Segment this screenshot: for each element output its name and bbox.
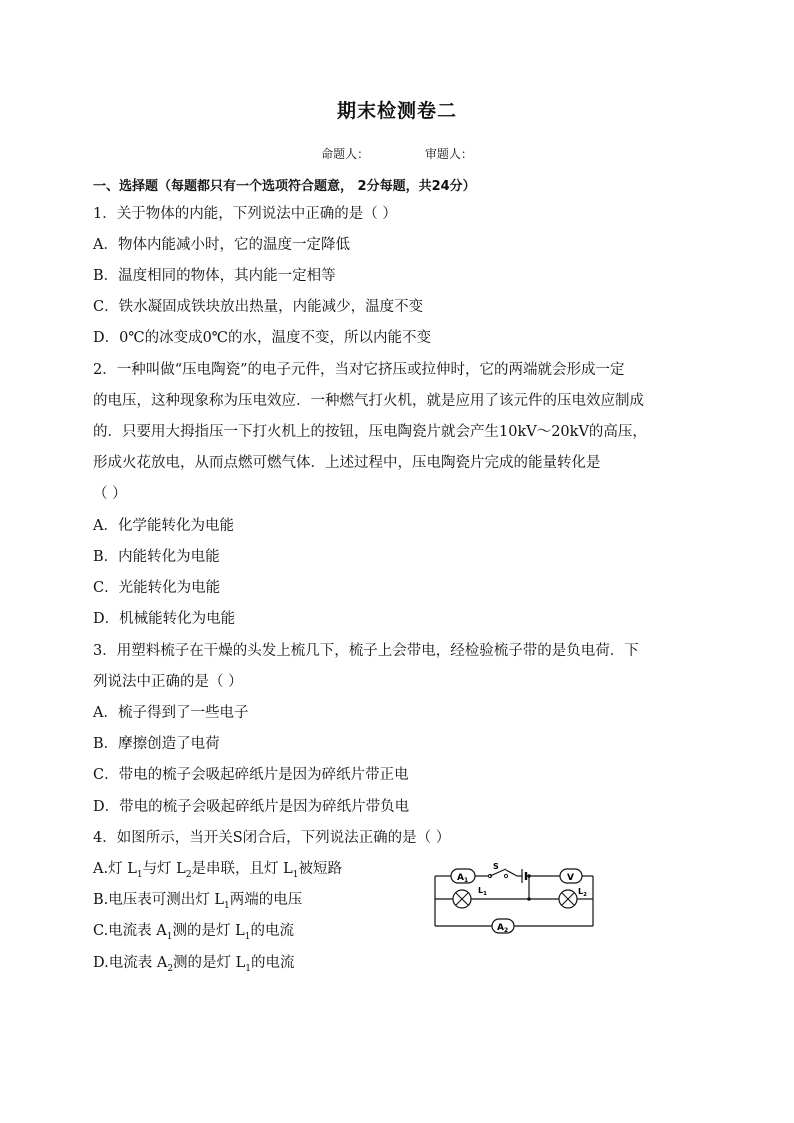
- question-2-option-c: C．光能转化为电能: [93, 580, 221, 596]
- question-3-option-b: B．摩擦创造了电荷: [93, 736, 220, 752]
- reviewer-label: 审题人：: [424, 147, 473, 161]
- question-4-option-b: B.电压表可测出灯 $L_1$两端的电压: [93, 892, 303, 911]
- question-1-option-c: C．铁水凝固成铁块放出热量，内能减少，温度不变: [93, 299, 424, 315]
- question-2-stem-line: 2．一种叫做“压电陶瓷”的电子元件，当对它挤压或拉伸时，它的两端就会形成一定: [93, 362, 625, 378]
- authors-line: [0, 145, 794, 162]
- question-2-stem-line: 的．只要用大拇指压一下打火机上的按钮，压电陶瓷片就会产生10kV～20kV的高压，: [93, 424, 647, 440]
- svg-text:A1: $A_1$: [457, 873, 469, 884]
- question-2-stem-line: 形成火花放电，从而点燃可燃气体．上述过程中，压电陶瓷片完成的能量转化是: [93, 455, 601, 471]
- lamp-l2-icon: [559, 890, 577, 908]
- question-4-option-c: C.电流表 $A_1$测的是灯 $L_1$的电流: [93, 923, 294, 942]
- question-2-option-b: B．内能转化为电能: [93, 549, 220, 565]
- question-4-stem: 4．如图所示，当开关S闭合后，下列说法正确的是（ ）: [93, 830, 451, 846]
- section-heading: 一、选择题（每题都只有一个选项符合题意， 2分每题，共24分）: [93, 179, 476, 194]
- lamp-l1-icon: [453, 890, 471, 908]
- question-3-option-c: C．带电的梳子会吸起碎纸片是因为碎纸片带正电: [93, 767, 409, 783]
- question-1-option-d: D．0℃的冰变成0℃的水，温度不变，所以内能不变: [93, 330, 432, 346]
- circuit-diagram: [432, 860, 596, 936]
- svg-text:L1: $L_1$: [478, 886, 487, 897]
- question-2-option-d: D．机械能转化为电能: [93, 611, 236, 627]
- question-1-stem: 1．关于物体的内能，下列说法中正确的是（ ）: [93, 206, 397, 222]
- question-3-option-a: A．梳子得到了一些电子: [93, 705, 249, 721]
- question-4-option-a: A.灯 $L_1$与灯 $L_2$是串联，且灯 $L_1$被短路: [93, 861, 343, 880]
- question-2-stem-line: 的电压，这种现象称为压电效应．一种燃气打火机，就是应用了该元件的压电效应制成: [93, 393, 644, 409]
- voltmeter-label: V: [567, 873, 574, 883]
- question-3-option-d: D．带电的梳子会吸起碎纸片是因为碎纸片带负电: [93, 799, 410, 815]
- question-1-option-b: B．温度相同的物体，其内能一定相等: [93, 268, 336, 284]
- question-1-option-a: A．物体内能减小时，它的温度一定降低: [93, 237, 350, 253]
- svg-text:A2: $A_2$: [497, 923, 509, 934]
- question-3-stem-line: 3．用塑料梳子在干燥的头发上梳几下，梳子上会带电，经检验梳子带的是负电荷．下: [93, 643, 639, 659]
- switch-label: S: [493, 862, 499, 871]
- junction-dot: [527, 897, 531, 901]
- svg-text:L2: $L_2$: [578, 887, 587, 898]
- junction-dot: [527, 874, 531, 878]
- question-4-option-d: D.电流表 $A_2$测的是灯 $L_1$的电流: [93, 955, 295, 974]
- page-title: 期末检测卷二: [336, 100, 457, 122]
- battery-symbol: [522, 869, 526, 883]
- question-2-stem-line: （ ）: [93, 486, 127, 502]
- author-label: 命题人：: [321, 147, 370, 161]
- question-3-stem-line: 列说法中正确的是（ ）: [93, 674, 243, 690]
- question-2-option-a: A．化学能转化为电能: [93, 518, 234, 534]
